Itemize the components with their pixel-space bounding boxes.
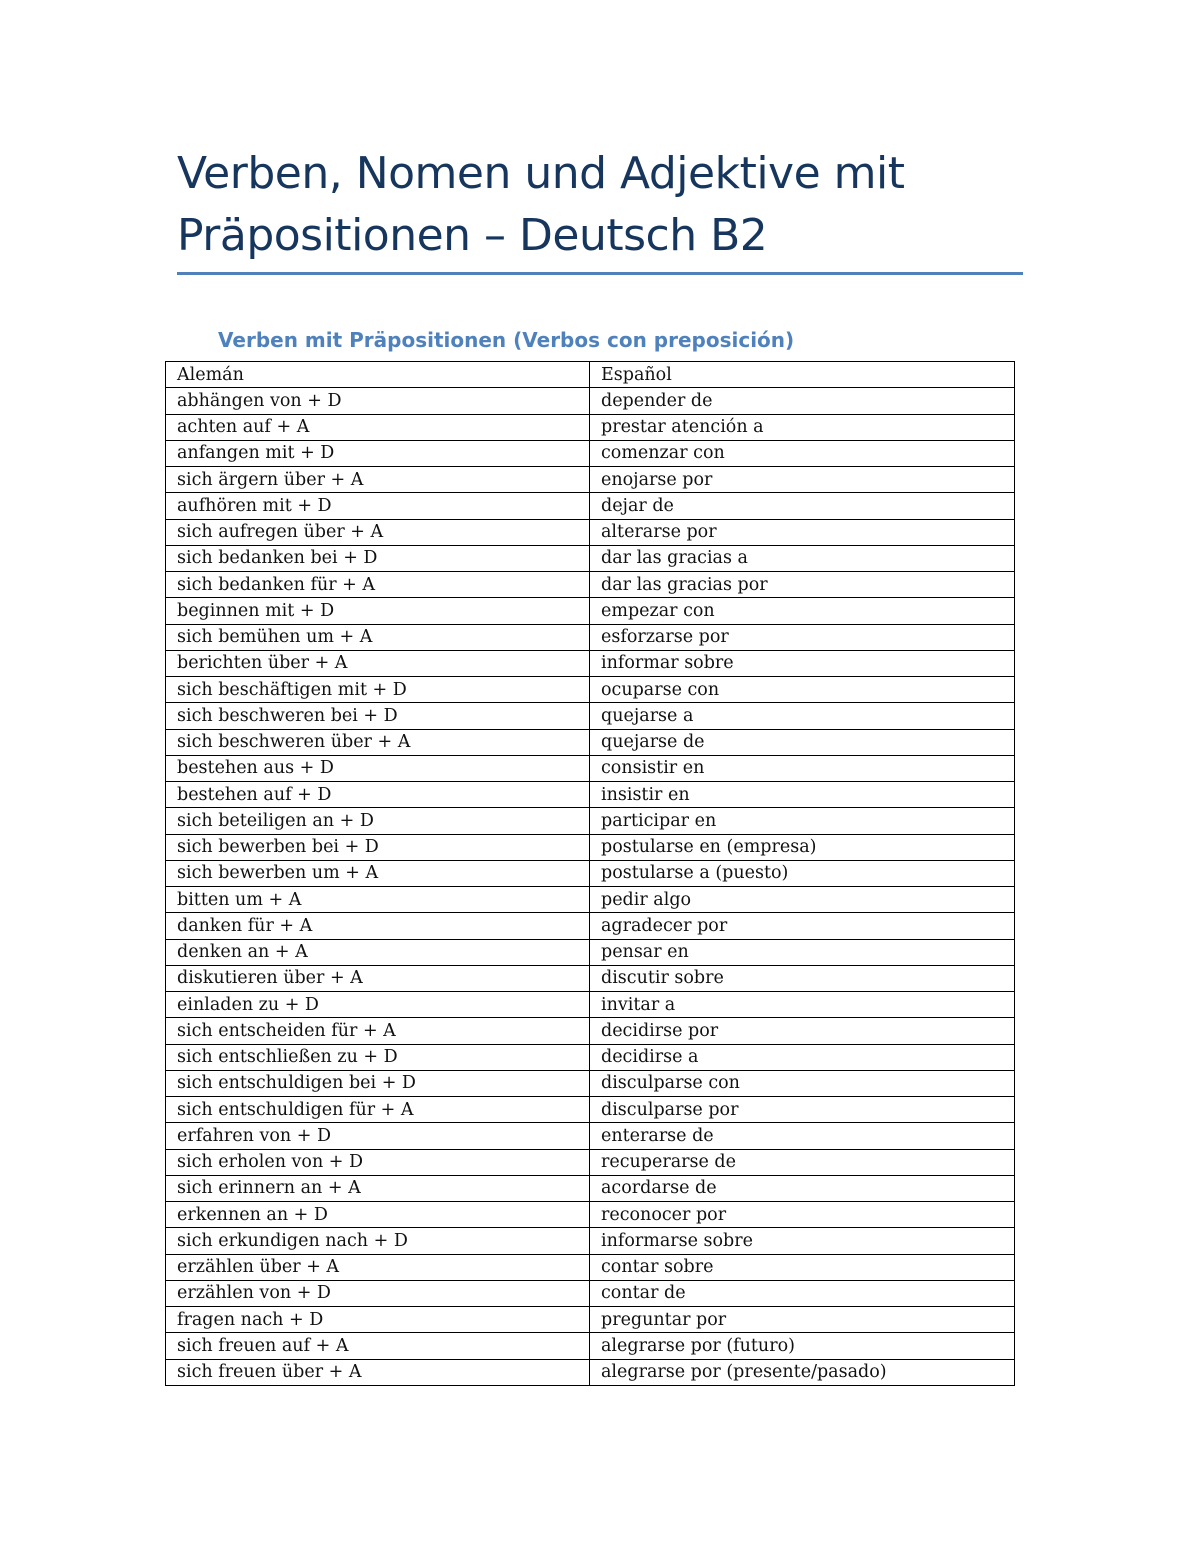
spanish-translation-cell: empezar con — [590, 598, 1015, 624]
german-term-cell: sich erinnern an + A — [166, 1175, 590, 1201]
german-term-cell: erfahren von + D — [166, 1123, 590, 1149]
german-term-cell: denken an + A — [166, 939, 590, 965]
spanish-translation-cell: decidirse a — [590, 1044, 1015, 1070]
table-row — [166, 1097, 1015, 1123]
table-row — [166, 650, 1015, 676]
spanish-translation-cell: invitar a — [590, 992, 1015, 1018]
spanish-translation-cell: disculparse por — [590, 1097, 1015, 1123]
german-term-cell: sich entscheiden für + A — [166, 1018, 590, 1044]
spanish-translation-cell: alterarse por — [590, 519, 1015, 545]
spanish-translation-cell: acordarse de — [590, 1175, 1015, 1201]
german-term-cell: sich entschließen zu + D — [166, 1044, 590, 1070]
spanish-translation-cell: agradecer por — [590, 913, 1015, 939]
german-term-cell: fragen nach + D — [166, 1307, 590, 1333]
table-row — [166, 440, 1015, 466]
table-row — [166, 939, 1015, 965]
table-row — [166, 1333, 1015, 1359]
german-term-cell: abhängen von + D — [166, 388, 590, 414]
spanish-translation-cell: consistir en — [590, 755, 1015, 781]
german-term-cell: sich bemühen um + A — [166, 624, 590, 650]
spanish-translation-cell: alegrarse por (presente/pasado) — [590, 1359, 1015, 1385]
spanish-translation-cell: pedir algo — [590, 887, 1015, 913]
column-header-spanish: Español — [590, 362, 1015, 388]
table-row — [166, 1202, 1015, 1228]
german-term-cell: beginnen mit + D — [166, 598, 590, 624]
table-body — [166, 388, 1015, 1386]
table-row — [166, 1018, 1015, 1044]
table-row — [166, 1175, 1015, 1201]
table-row — [166, 703, 1015, 729]
table-row — [166, 1307, 1015, 1333]
table-row — [166, 598, 1015, 624]
german-term-cell: bestehen auf + D — [166, 782, 590, 808]
spanish-translation-cell: recuperarse de — [590, 1149, 1015, 1175]
spanish-translation-cell: postularse en (empresa) — [590, 834, 1015, 860]
german-term-cell: sich erholen von + D — [166, 1149, 590, 1175]
german-term-cell: berichten über + A — [166, 650, 590, 676]
spanish-translation-cell: enojarse por — [590, 467, 1015, 493]
table-row — [166, 887, 1015, 913]
table-row — [166, 519, 1015, 545]
spanish-translation-cell: prestar atención a — [590, 414, 1015, 440]
german-term-cell: sich beschweren bei + D — [166, 703, 590, 729]
german-term-cell: sich beschweren über + A — [166, 729, 590, 755]
german-term-cell: danken für + A — [166, 913, 590, 939]
german-term-cell: bitten um + A — [166, 887, 590, 913]
table-row — [166, 677, 1015, 703]
table-row — [166, 992, 1015, 1018]
table-row — [166, 388, 1015, 414]
document-title: Verben, Nomen und Adjektive mit Präpositionen – Deutsch B2 — [177, 148, 905, 261]
table-row — [166, 1254, 1015, 1280]
table-row — [166, 545, 1015, 571]
spanish-translation-cell: postularse a (puesto) — [590, 860, 1015, 886]
table-row — [166, 1070, 1015, 1096]
table-row — [166, 1123, 1015, 1149]
german-term-cell: sich beteiligen an + D — [166, 808, 590, 834]
table-row — [166, 624, 1015, 650]
spanish-translation-cell: esforzarse por — [590, 624, 1015, 650]
table-row — [166, 834, 1015, 860]
table-row — [166, 965, 1015, 991]
spanish-translation-cell: ocuparse con — [590, 677, 1015, 703]
german-term-cell: sich beschäftigen mit + D — [166, 677, 590, 703]
german-term-cell: achten auf + A — [166, 414, 590, 440]
spanish-translation-cell: depender de — [590, 388, 1015, 414]
spanish-translation-cell: insistir en — [590, 782, 1015, 808]
german-term-cell: sich bewerben bei + D — [166, 834, 590, 860]
german-term-cell: sich erkundigen nach + D — [166, 1228, 590, 1254]
german-term-cell: anfangen mit + D — [166, 440, 590, 466]
spanish-translation-cell: quejarse de — [590, 729, 1015, 755]
spanish-translation-cell: decidirse por — [590, 1018, 1015, 1044]
german-term-cell: sich ärgern über + A — [166, 467, 590, 493]
table-row — [166, 572, 1015, 598]
column-header-german: Alemán — [166, 362, 590, 388]
spanish-translation-cell: pensar en — [590, 939, 1015, 965]
spanish-translation-cell: reconocer por — [590, 1202, 1015, 1228]
german-term-cell: sich freuen über + A — [166, 1359, 590, 1385]
table-row — [166, 729, 1015, 755]
german-term-cell: sich freuen auf + A — [166, 1333, 590, 1359]
table-row — [166, 808, 1015, 834]
spanish-translation-cell: preguntar por — [590, 1307, 1015, 1333]
table-row — [166, 1149, 1015, 1175]
german-term-cell: sich aufregen über + A — [166, 519, 590, 545]
german-term-cell: aufhören mit + D — [166, 493, 590, 519]
spanish-translation-cell: informar sobre — [590, 650, 1015, 676]
table-row — [166, 913, 1015, 939]
table-row — [166, 860, 1015, 886]
german-term-cell: sich bedanken für + A — [166, 572, 590, 598]
german-term-cell: einladen zu + D — [166, 992, 590, 1018]
spanish-translation-cell: quejarse a — [590, 703, 1015, 729]
spanish-translation-cell: dejar de — [590, 493, 1015, 519]
german-term-cell: diskutieren über + A — [166, 965, 590, 991]
german-term-cell: sich bewerben um + A — [166, 860, 590, 886]
table-row — [166, 467, 1015, 493]
german-term-cell: sich bedanken bei + D — [166, 545, 590, 571]
spanish-translation-cell: dar las gracias por — [590, 572, 1015, 598]
german-term-cell: erzählen über + A — [166, 1254, 590, 1280]
spanish-translation-cell: informarse sobre — [590, 1228, 1015, 1254]
german-term-cell: erkennen an + D — [166, 1202, 590, 1228]
table-row — [166, 1280, 1015, 1306]
spanish-translation-cell: contar de — [590, 1280, 1015, 1306]
spanish-translation-cell: contar sobre — [590, 1254, 1015, 1280]
table-row — [166, 414, 1015, 440]
spanish-translation-cell: dar las gracias a — [590, 545, 1015, 571]
table-row — [166, 782, 1015, 808]
german-term-cell: sich entschuldigen für + A — [166, 1097, 590, 1123]
spanish-translation-cell: disculparse con — [590, 1070, 1015, 1096]
spanish-translation-cell: comenzar con — [590, 440, 1015, 466]
german-term-cell: bestehen aus + D — [166, 755, 590, 781]
table-row — [166, 1044, 1015, 1070]
section-heading: Verben mit Präpositionen (Verbos con preposición) — [218, 328, 795, 352]
spanish-translation-cell: discutir sobre — [590, 965, 1015, 991]
vocabulary-table — [165, 361, 1015, 1386]
table-row — [166, 1359, 1015, 1385]
table-row — [166, 1228, 1015, 1254]
spanish-translation-cell: participar en — [590, 808, 1015, 834]
german-term-cell: erzählen von + D — [166, 1280, 590, 1306]
table-header-row — [166, 362, 1015, 388]
table-row — [166, 493, 1015, 519]
german-term-cell: sich entschuldigen bei + D — [166, 1070, 590, 1096]
spanish-translation-cell: enterarse de — [590, 1123, 1015, 1149]
spanish-translation-cell: alegrarse por (futuro) — [590, 1333, 1015, 1359]
title-underline — [177, 272, 1023, 275]
table-row — [166, 755, 1015, 781]
